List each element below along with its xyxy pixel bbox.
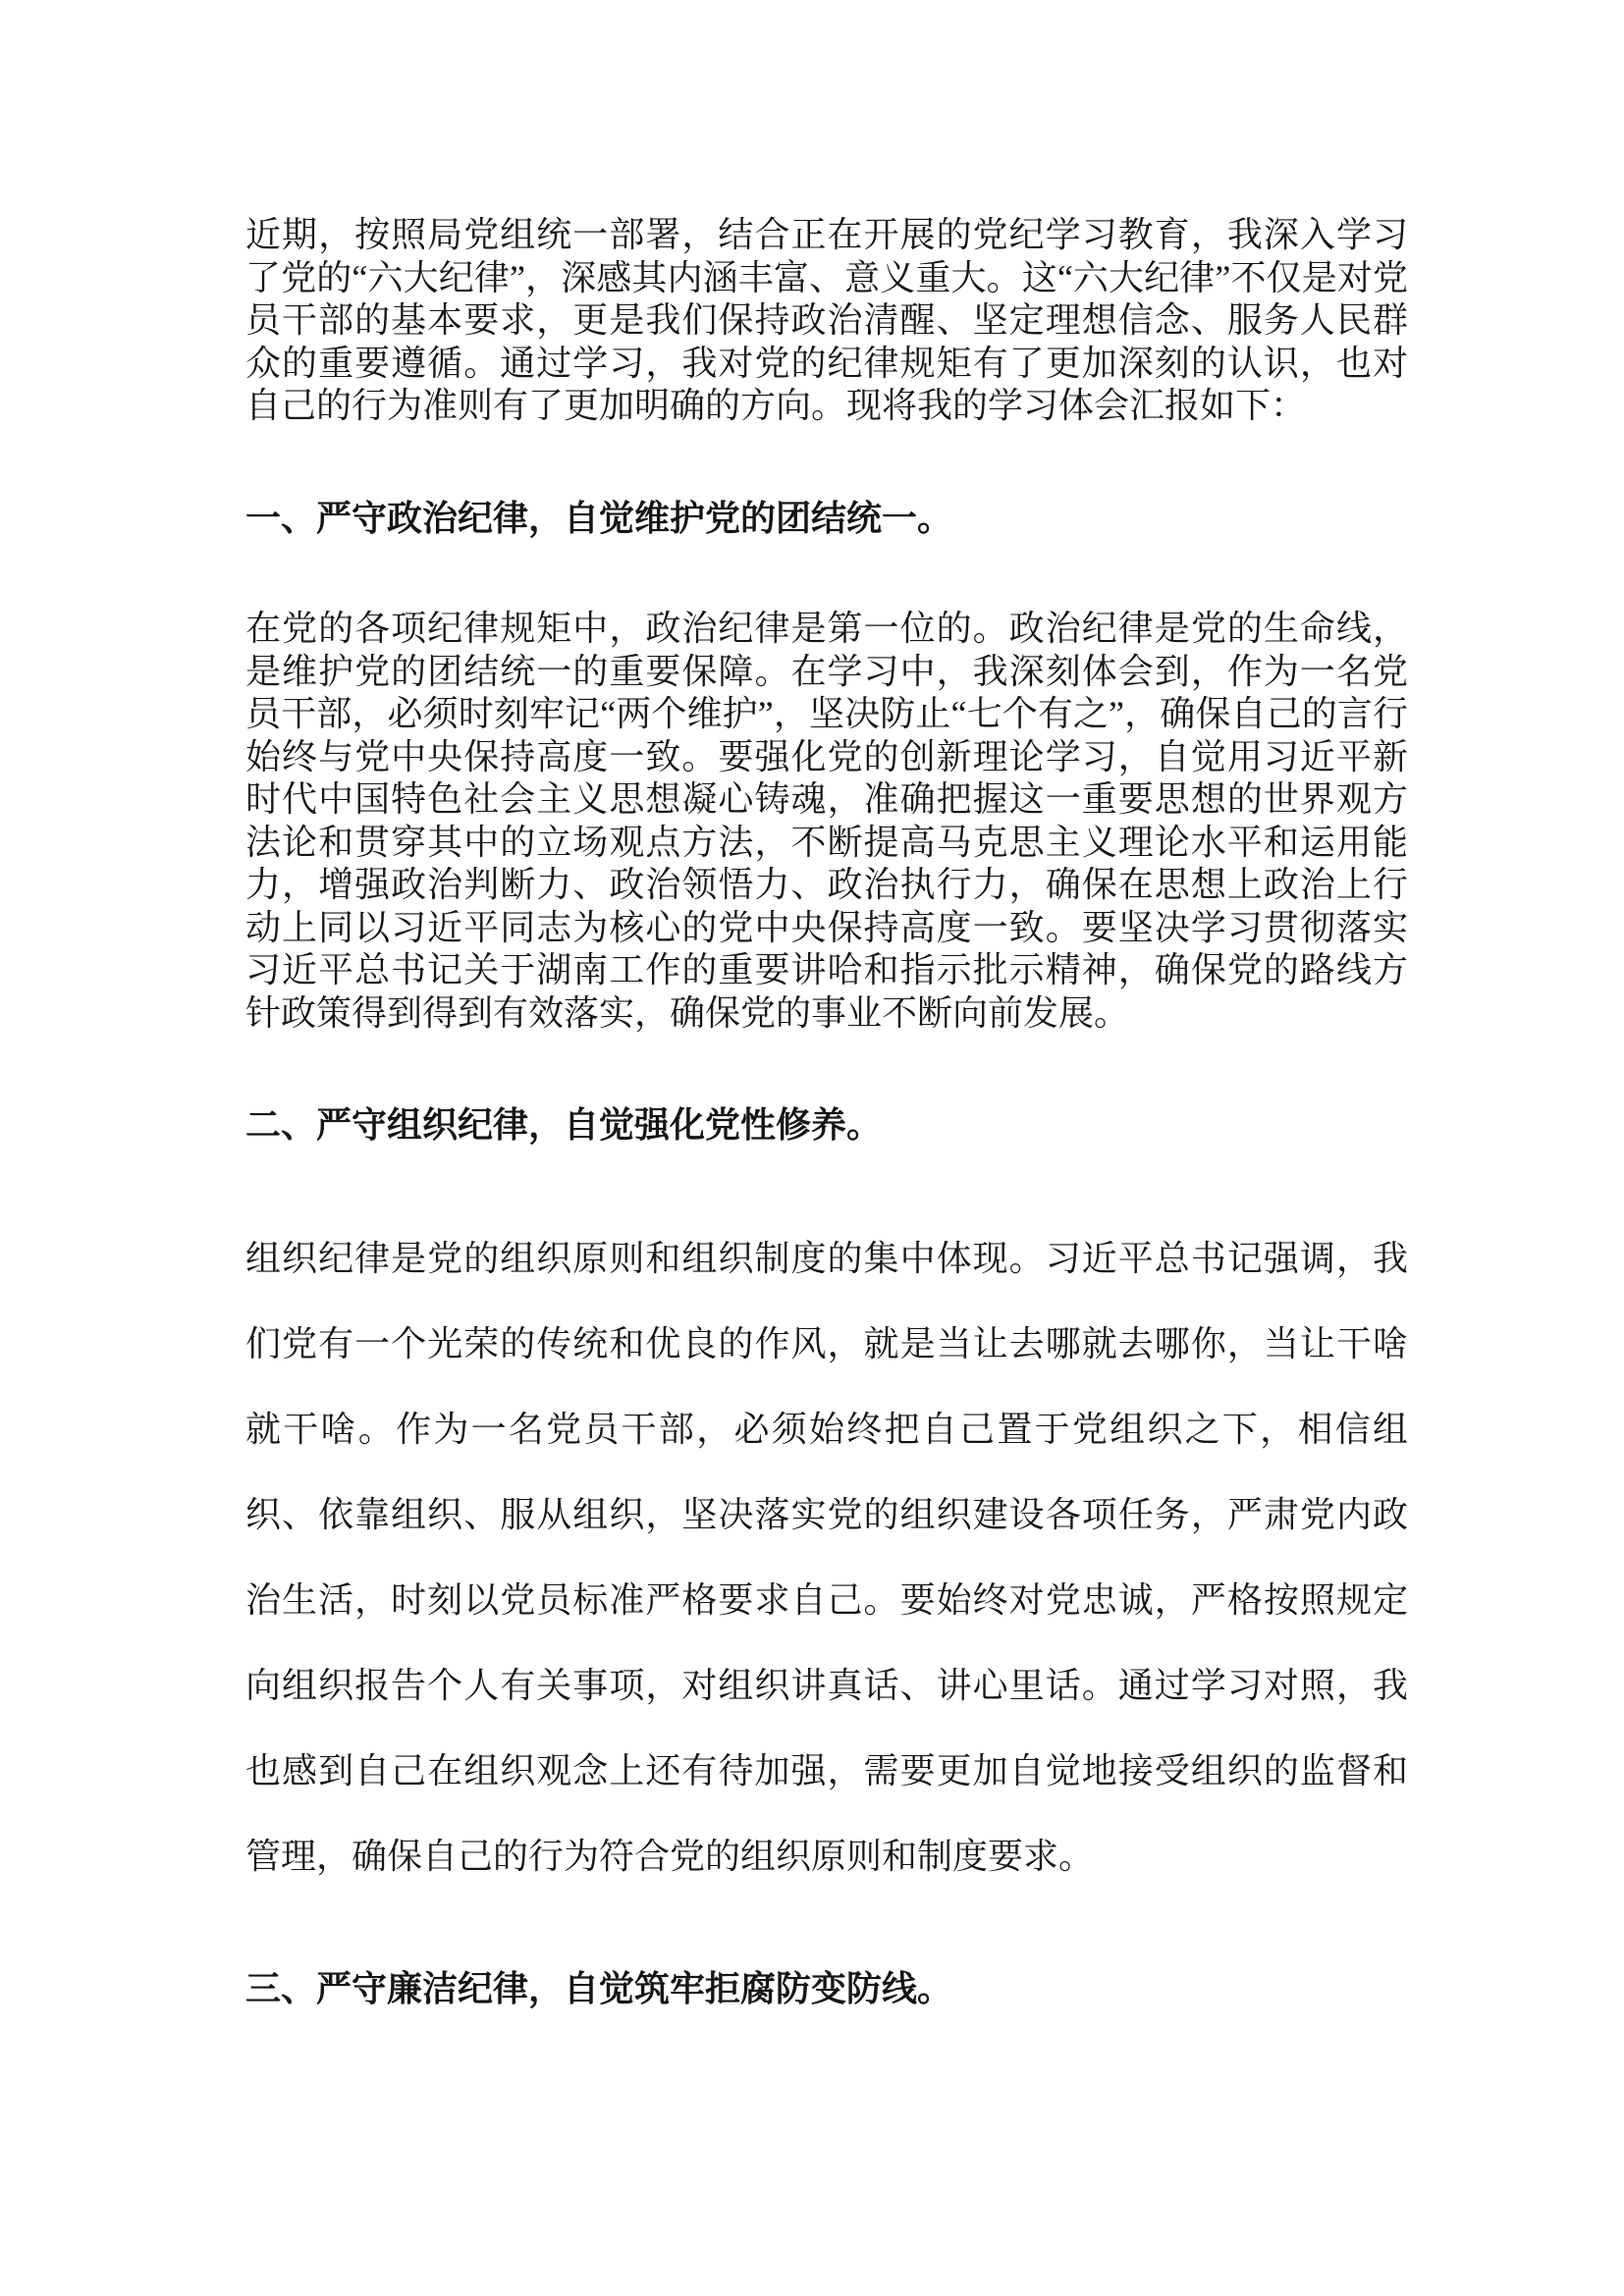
heading-section-1-political-discipline: 一、严守政治纪律，自觉维护党的团结统一。 <box>245 497 953 538</box>
paragraph-intro: 近期，按照局党组统一部署，结合正在开展的党纪学习教育，我深入学习了党的“六大纪律”，深感其内涵丰富、意义重大。这“六大纪律”不仅是对党员干部的基本要求，更是我们保持政治清醒、坚定理想信念、服务人民群众的重要遵循。通过学习，我对党的纪律规矩有了更加深刻的认识，也对自己的行为准则有了更加明确的方向。现将我的学习体会汇报如下： <box>245 215 1408 425</box>
heading-section-3-integrity-discipline: 三、严守廉洁纪律，自觉筑牢拒腐防变防线。 <box>245 1967 953 2008</box>
paragraph-political-discipline: 在党的各项纪律规矩中，政治纪律是第一位的。政治纪律是党的生命线，是维护党的团结统一的重要保障。在学习中，我深刻体会到，作为一名党员干部，必须时刻牢记“两个维护”，坚决防止“七个有之”，确保自己的言行始终与党中央保持高度一致。要强化党的创新理论学习，自觉用习近平新时代中国特色社会主义思想凝心铸魂，准确把握这一重要思想的世界观方法论和贯穿其中的立场观点方法，不断提高马克思主义理论水平和运用能力，增强政治判断力、政治领悟力、政治执行力，确保在思想上政治上行动上同以习近平同志为核心的党中央保持高度一致。要坚决学习贯彻落实习近平总书记关于湖南工作的重要讲哈和指示批示精神，确保党的路线方针政策得到得到有效落实，确保党的事业不断向前发展。 <box>245 609 1408 1033</box>
heading-section-2-organizational-discipline: 二、严守组织纪律，自觉强化党性修养。 <box>245 1104 883 1145</box>
paragraph-organizational-discipline: 组织纪律是党的组织原则和组织制度的集中体现。习近平总书记强调，我们党有一个光荣的传统和优良的作风，就是当让去哪就去哪你，当让干啥就干啥。作为一名党员干部，必须始终把自己置于党组织之下，相信组织、依靠组织、服从组织，坚决落实党的组织建设各项任务，严肃党内政治生活，时刻以党员标准严格要求自己。要始终对党忠诚，严格按照规定向组织报告个人有关事项，对组织讲真话、讲心里话。通过学习对照，我也感到自己在组织观念上还有待加强，需要更加自觉地接受组织的监督和管理，确保自己的行为符合党的组织原则和制度要求。 <box>245 1237 1408 1876</box>
